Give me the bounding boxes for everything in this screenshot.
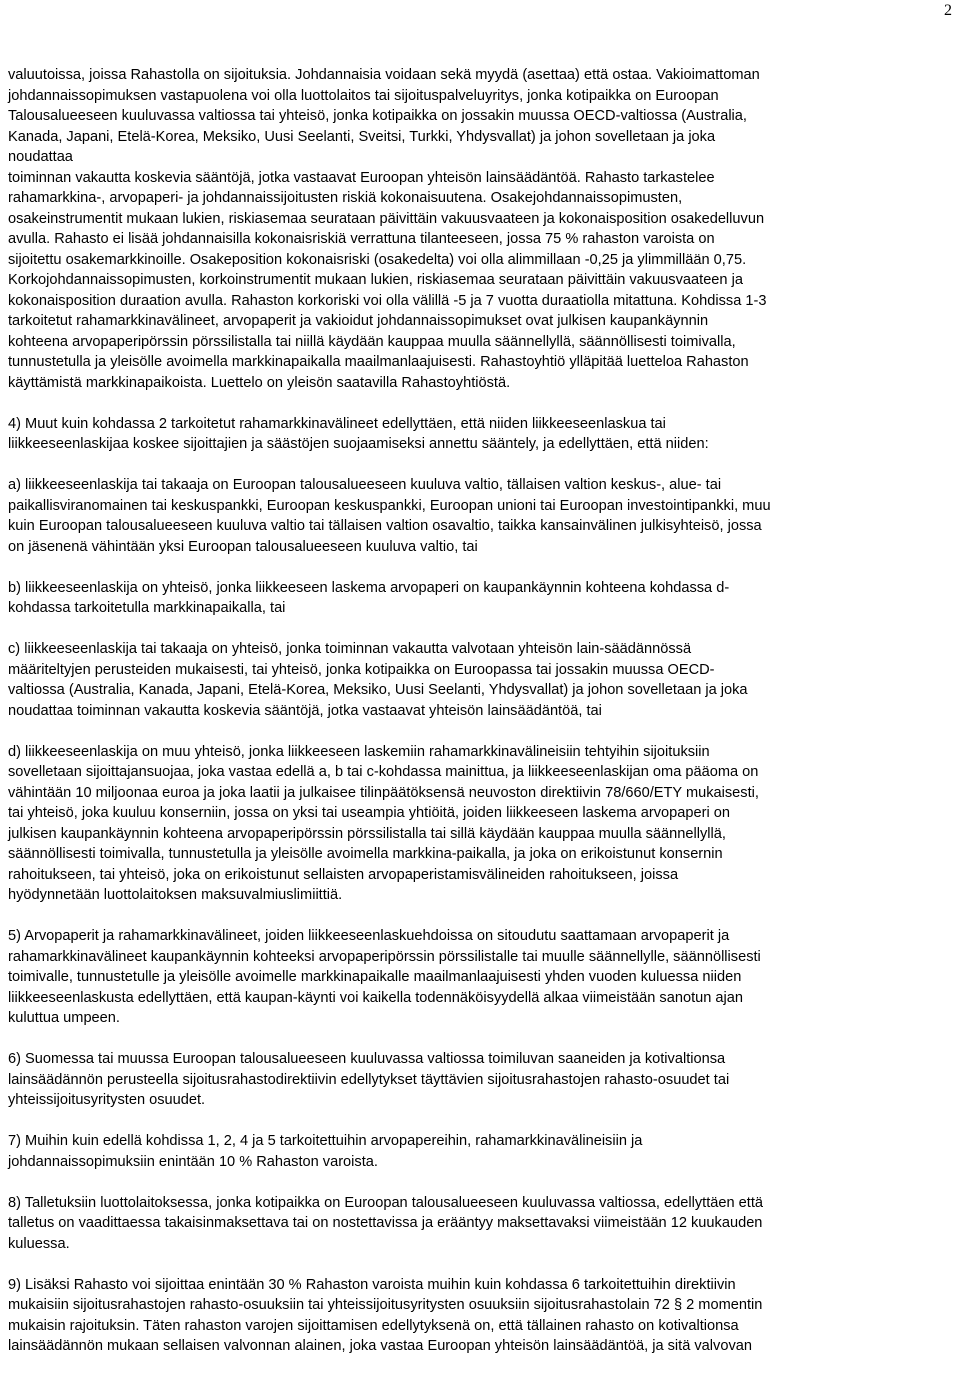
paragraph-5: 5) Arvopaperit ja rahamarkkinavälineet, joiden liikkeeseenlaskuehdoissa on sitoudutu saattamaan arvopaperit ja rahamarkkinavälineet kaupankäynnin kohteeksi arvopaperipörssin pörssilistalle tai muulle säännellylle, säännöllisesti toimivalle, tunnustetulle ja yleisölle avoimelle markkinapaikalle maailmanlaajuisesti yhden vuoden kuluessa niiden liikkeeseenlaskusta edellyttäen, että kaupan-käynti voi kaikella todennäköisyydellä alkaa viimeistään sanotun ajan kuluttua umpeen. [8,928,761,1026]
paragraph-4a: a) liikkeeseenlaskija tai takaaja on Euroopan talousalueeseen kuuluva valtio, tällaisen valtion keskus-, alue- tai paikallisviranomainen tai keskuspankki, Euroopan keskuspankki, Euroopan unioni tai Euroopan investointipankki, muu kuin Euroopan talousalueeseen kuuluva valtio tai tällaisen valtion osavaltio, taikka kansainvälinen julkisyhteisö, jossa on jäsenenä vähintään yksi Euroopan talousalueeseen kuuluva valtio, tai [8,477,771,555]
document-body [8,65,958,1357]
paragraph-4c: c) liikkeeseenlaskija tai takaaja on yhteisö, jonka toiminnan vakautta valvotaan yhteisön lain-säädännössä määriteltyjen perusteiden mukaisesti, tai yhteisö, jonka kotipaikka on Euroopassa tai jossakin muussa OECD- valtiossa (Australia, Kanada, Japani, Etelä-Korea, Meksiko, Uusi Seelanti, Yhdysvallat) ja johon sovelletaan ja joka noudattaa toiminnan vakautta koskevia sääntöjä, jotka vastaavat yhteisön lainsäädäntöä, tai [8,641,748,719]
paragraph-4d: d) liikkeeseenlaskija on muu yhteisö, jonka liikkeeseen laskemiin rahamarkkinavälineisiin tehtyihin sijoituksiin sovelletaan sijoittajansuojaa, joka vastaa edellä a, b tai c-kohdassa mainittua, ja liikkeeseenlaskijan oma pääoma on vähintään 10 miljoonaa euroa ja joka laatii ja julkaisee tilinpäätöksensä neuvoston direktiivin 78/660/ETY mukaisesti, tai yhteisö, joka kuuluu konserniin, jossa on yksi tai useampia yhtiöitä, joiden liikkeeseen laskema arvopaperi on julkisen kaupankäynnin kohteena arvopaperipörssin pörssilistalla tai sillä käydään kauppaa muulla säännellyllä, säännöllisesti toimivalla, tunnustetulla ja yleisölle avoimella markkina-paikalla, ja joka on erikoistunut konsernin rahoitukseen, tai yhteisö, joka on erikoistunut sellaisten arvopaperistamisvälineiden rahoitukseen, joissa hyödynnetään luottolaitoksen maksuvalmiuslimiittiä. [8,743,759,903]
paragraph-7: 7) Muihin kuin edellä kohdissa 1, 2, 4 ja 5 tarkoitettuihin arvopapereihin, rahamarkkinavälineisiin ja johdannaissopimuksiin enintään 10 % Rahaston varoista. [8,1133,643,1170]
paragraph-intro: valuutoissa, joissa Rahastolla on sijoituksia. Johdannaisia voidaan sekä myydä (asettaa) että ostaa. Vakioimattoman johdannaissopimuksen vastapuolena voi olla luottolaitos tai sijoituspalveluyritys, jonka kotipaikka on Euroopan Talousalueeseen kuuluvassa valtiossa tai yhteisö, jonka kotipaikka on jossakin muussa OECD-valtiossa (Australia, Kanada, Japani, Etelä-Korea, Meksiko, Uusi Seelanti, Sveitsi, Turkki, Yhdysvallat) ja johon sovelletaan ja joka noudattaa toiminnan vakautta koskevia sääntöjä, jotka vastaavat Euroopan yhteisön lainsäädäntöä. Rahasto tarkastelee rahamarkkina-, arvopaperi- ja johdannaissijoitusten riskiä kokonaisuutena. Osakejohdannaissopimusten, osakeinstrumentit mukaan lukien, riskiasemaa seurataan päivittäin vakuusvaateen ja kokonaisposition osakedelluvun avulla. Rahasto ei lisää johdannaisilla kokonaisriskiä verrattuna tilanteeseen, jossa 75 % rahaston varoista on sijoitettu osakemarkkinoille. Osakeposition kokonaisriski (osakedelta) voi olla alimmillaan -0,25 ja ylimmillään 0,75. Korkojohdannaissopimusten, korkoinstrumentit mukaan lukien, riskiasemaa seurataan päivittäin vakuusvaateen ja kokonaisposition duraation avulla. Rahaston korkoriski voi olla välillä -5 ja 7 vuotta duraatiolla mitattuna. Kohdissa 1-3 tarkoitetut rahamarkkinavälineet, arvopaperit ja vakioidut johdannaissopimukset ovat julkisen kaupankäynnin kohteena arvopaperipörssin pörssilistalla tai niillä käydään kauppaa muulla säännellyllä, säännöllisesti toimivalla, tunnustetulla ja yleisölle avoimella markkinapaikalla maailmanlaajuisesti. Rahastoyhtiö ylläpitää luetteloa Rahaston käyttämistä markkinapaikoista. Luettelo on yleisön saatavilla Rahastoyhtiöstä. [8,67,767,391]
paragraph-4b: b) liikkeeseenlaskija on yhteisö, jonka liikkeeseen laskema arvopaperi on kaupankäynnin kohteena kohdassa d- kohdassa tarkoitetulla markkinapaikalla, tai [8,579,730,616]
paragraph-4: 4) Muut kuin kohdassa 2 tarkoitetut rahamarkkinavälineet edellyttäen, että niiden liikkeeseenlaskua tai liikkeeseenlaskijaa koskee sijoittajien ja säästöjen suojaamiseksi annettu sääntely, ja edellyttäen, että niiden: [8,415,709,452]
paragraph-6: 6) Suomessa tai muussa Euroopan talousalueeseen kuuluvassa valtiossa toimiluvan saaneiden ja kotivaltionsa lainsäädännön perusteella sijoitusrahastodirektiivin edellytykset täyttävien sijoitusrahastojen rahasto-osuudet tai yhteissijoitusyritysten osuudet. [8,1051,730,1108]
paragraph-8: 8) Talletuksiin luottolaitoksessa, jonka kotipaikka on Euroopan talousalueeseen kuuluvassa valtiossa, edellyttäen että talletus on vaadittaessa takaisinmaksettava tai on nostettavissa ja erääntyy maksettavaksi viimeistään 12 kuukauden kuluessa. [8,1194,764,1252]
page-number: 2 [944,2,952,19]
paragraph-9: 9) Lisäksi Rahasto voi sijoittaa enintään 30 % Rahaston varoista muihin kuin kohdassa 6 tarkoitettuihin direktiivin mukaisiin sijoitusrahastojen rahasto-osuuksiin tai yhteissijoitusyritysten osuuksiin sijoitusrahastolain 72 § 2 momentin mukaisin rajoituksin. Täten rahaston varojen sijoittamisen edellytyksenä on, että tällainen rahasto on kotivaltionsa lainsäädännön mukaan sellaisen valvonnan alainen, joka vastaa Euroopan yhteisön lainsäädäntöä, ja sitä valvovan [8,1276,763,1354]
